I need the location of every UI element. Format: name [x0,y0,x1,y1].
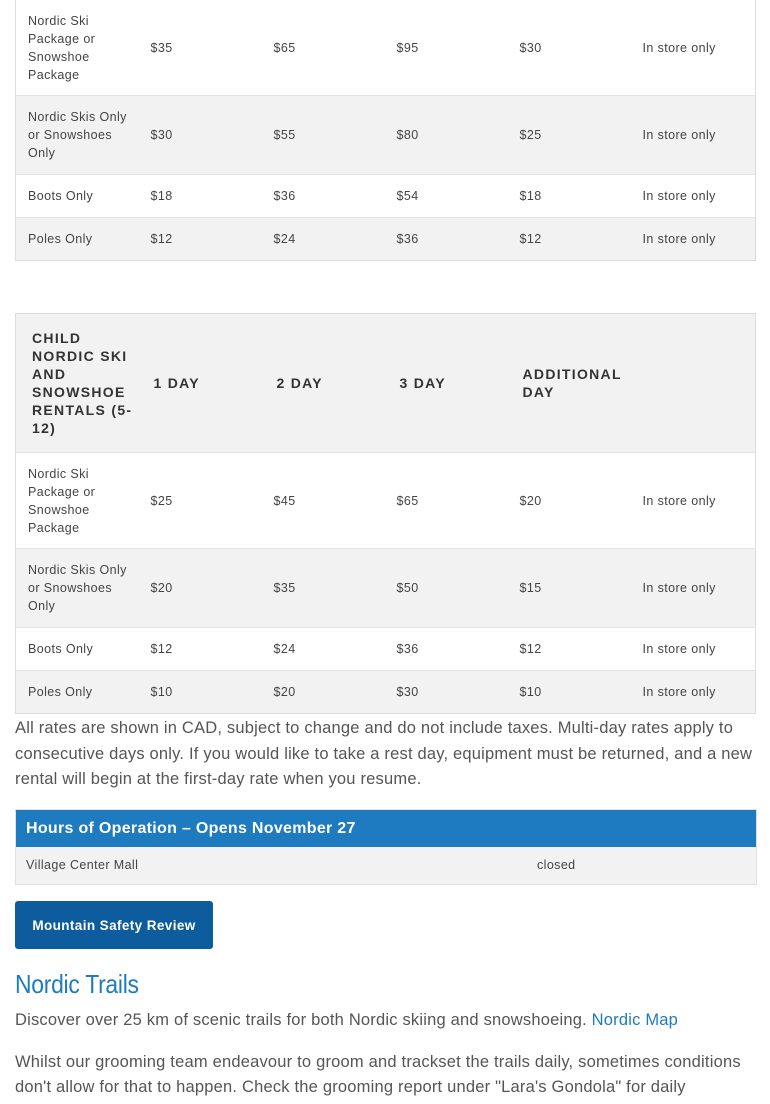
price-3-day: $50 [396,581,419,595]
adult-rentals-table [15,0,756,261]
rates-note: All rates are shown in CAD, subject to change and do not include taxes. Multi-day rates apply to consecutive days only. If you would like to take a rest day, equipment must be returned, and a new rental will begin at the first-day rate when you resume. [15,719,753,788]
table-row [16,549,756,628]
hours-row [16,847,756,884]
price-additional-day: $20 [519,493,542,508]
table-row [16,628,756,671]
table-header-row [16,314,756,453]
price-1-day: $35 [150,40,173,55]
price-3-day: $36 [396,232,419,246]
price-additional-day: $12 [519,232,542,246]
price-3-day: $54 [396,189,419,203]
nordic-trails-heading: Nordic Trails [15,969,139,999]
column-header-2-day: 2 DAY [262,314,385,453]
hours-status: closed [537,858,576,872]
item-name: Nordic Skis Only or Snowshoes Only [28,110,127,160]
booking-availability: In store only [642,40,716,55]
price-2-day: $35 [273,581,296,595]
table-row [16,175,756,218]
item-name: Boots Only [28,189,94,203]
column-header-3-day: 3 DAY [385,314,508,453]
booking-availability: In store only [642,685,716,699]
price-3-day: $36 [396,642,419,656]
item-name: Nordic Ski Package or Snowshoe Package [28,13,96,82]
price-additional-day: $15 [519,581,542,595]
price-1-day: $12 [150,642,173,656]
table-row [16,671,756,714]
table-row [16,96,756,175]
item-name: Boots Only [28,642,94,656]
price-3-day: $95 [396,40,419,55]
price-3-day: $30 [396,685,419,699]
price-1-day: $10 [150,685,173,699]
price-additional-day: $30 [519,40,542,55]
nordic-map-link[interactable]: Nordic Map [591,1011,679,1029]
price-2-day: $36 [273,189,296,203]
price-2-day: $65 [273,40,296,55]
booking-availability: In store only [642,189,716,203]
table-row [16,0,756,96]
child-rentals-table [15,313,756,714]
price-1-day: $20 [150,581,173,595]
item-name: Poles Only [28,685,93,699]
trails-intro-text: Discover over 25 km of scenic trails for both Nordic skiing and snowshoeing. [15,1011,592,1029]
price-3-day: $80 [396,128,419,142]
price-2-day: $20 [273,685,296,699]
grooming-note: Whilst our grooming team endeavour to groom and trackset the trails daily, sometimes conditions don't allow for that to happen. Check the grooming report under "Lara's Gondola" for daily [15,1053,741,1096]
item-name: Poles Only [28,232,93,246]
column-header-booking [631,314,756,453]
price-additional-day: $12 [519,642,542,656]
price-2-day: $24 [273,232,296,246]
table-row [16,453,756,549]
price-1-day: $30 [150,128,173,142]
mountain-safety-review-button[interactable]: Mountain Safety Review [15,901,213,949]
column-header-additional-day: ADDITIONAL DAY [508,314,631,453]
item-name: Nordic Ski Package or Snowshoe Package [28,466,96,535]
item-name: Nordic Skis Only or Snowshoes Only [28,563,127,613]
price-additional-day: $25 [519,128,542,142]
hours-title: Hours of Operation – Opens November 27 [16,810,756,847]
booking-availability: In store only [642,493,716,508]
column-header-1-day: 1 DAY [139,314,262,453]
booking-availability: In store only [642,128,716,142]
table-row [16,218,756,261]
booking-availability: In store only [642,581,716,595]
hours-location: Village Center Mall [26,858,139,872]
price-3-day: $65 [396,493,419,508]
price-additional-day: $18 [519,189,542,203]
price-additional-day: $10 [519,685,542,699]
price-2-day: $45 [273,493,296,508]
hours-of-operation-table [15,809,757,885]
price-1-day: $18 [150,189,173,203]
trails-intro [15,1008,760,1033]
price-1-day: $25 [150,493,173,508]
booking-availability: In store only [642,642,716,656]
price-2-day: $55 [273,128,296,142]
price-2-day: $24 [273,642,296,656]
price-1-day: $12 [150,232,173,246]
column-header-item: CHILD NORDIC SKI AND SNOWSHOE RENTALS (5-12) [16,314,139,453]
booking-availability: In store only [642,232,716,246]
